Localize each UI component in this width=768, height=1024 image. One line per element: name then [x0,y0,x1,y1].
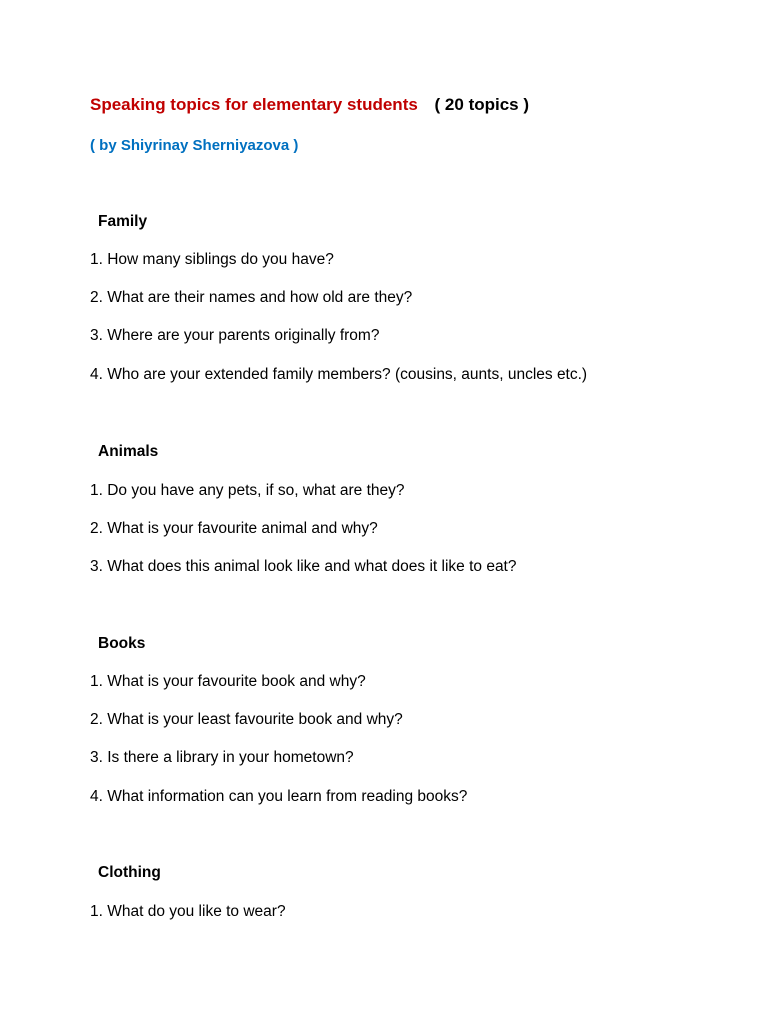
section-heading-animals: Animals [98,443,159,460]
topic-count: ( 20 topics ) [434,95,530,114]
question-item: 1. How many siblings do you have? [90,251,334,268]
question-item: 3. What does this animal look like and what does it like to eat? [90,558,517,575]
question-item: 2. What is your least favourite book and why? [90,711,403,728]
question-item: 4. What information can you learn from reading books? [90,788,468,805]
question-item: 1. Do you have any pets, if so, what are they? [90,482,405,499]
document-title-line [90,95,529,115]
author-line: ( by Shiyrinay Sherniyazova ) [90,137,299,154]
question-item: 3. Is there a library in your hometown? [90,749,354,766]
question-item: 4. Who are your extended family members? (cousins, aunts, uncles etc.) [90,366,588,383]
section-heading-clothing: Clothing [98,864,161,881]
question-item: 2. What are their names and how old are they? [90,289,413,306]
question-item: 2. What is your favourite animal and why? [90,520,378,537]
question-item: 3. Where are your parents originally from? [90,327,380,344]
document-title: Speaking topics for elementary students [90,95,418,114]
question-item: 1. What do you like to wear? [90,903,286,920]
question-item: 1. What is your favourite book and why? [90,673,366,690]
section-heading-family: Family [98,213,148,230]
section-heading-books: Books [98,635,146,652]
